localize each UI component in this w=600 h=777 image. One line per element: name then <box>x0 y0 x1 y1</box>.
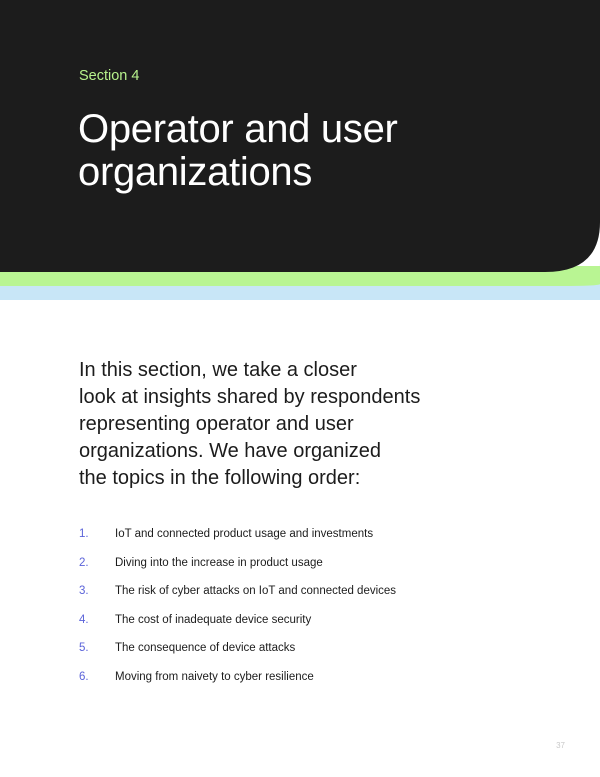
topic-number: 1. <box>79 528 89 540</box>
page-title-line-2: organizations <box>78 150 313 194</box>
topic-text: IoT and connected product usage and investments <box>115 528 374 540</box>
page-number: 37 <box>556 741 565 750</box>
intro-line-4: organizations. We have organized <box>79 440 382 462</box>
topic-text: Moving from naivety to cyber resilience <box>115 670 314 683</box>
topic-text: The risk of cyber attacks on IoT and connected devices <box>115 585 397 597</box>
topic-number: 4. <box>79 613 89 626</box>
topic-number: 6. <box>79 670 89 683</box>
page-title <box>78 108 558 194</box>
intro-line-3: representing operator and user <box>79 413 354 435</box>
intro-line-1: In this section, we take a closer <box>79 359 357 381</box>
topic-number: 5. <box>79 642 89 654</box>
section-label: Section 4 <box>79 68 140 84</box>
intro-line-2: look at insights shared by respondents <box>79 386 421 408</box>
intro-line-5: the topics in the following order: <box>79 467 361 489</box>
topic-text: Diving into the increase in product usage <box>115 556 323 569</box>
page-title-line-1: Operator and user <box>78 107 398 151</box>
topic-number: 2. <box>79 556 89 569</box>
topic-number: 3. <box>79 585 89 597</box>
intro-paragraph <box>79 357 519 492</box>
topic-text: The cost of inadequate device security <box>115 613 312 626</box>
topic-text: The consequence of device attacks <box>115 642 296 654</box>
